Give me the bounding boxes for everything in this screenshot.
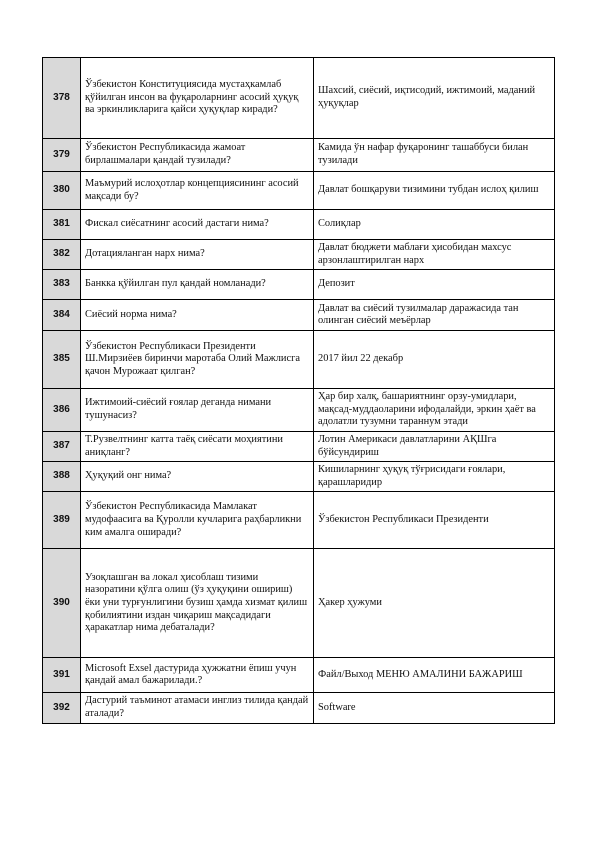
table-row <box>43 658 555 693</box>
question-cell: Ўзбекистон Республикаси Президенти Ш.Мирзиёев биринчи маротаба Олий Мажлисга қачон Мурожаат қилган? <box>81 331 314 389</box>
table-row <box>43 431 555 461</box>
question-cell: Ҳуқуқий онг нима? <box>81 462 314 492</box>
table-row <box>43 270 555 300</box>
answer-cell: Давлат бошқаруви тизимини тубдан ислоҳ қилиш <box>314 172 555 210</box>
question-cell: Ижтимоий-сиёсий ғоялар деганда нимани тушунасиз? <box>81 389 314 432</box>
question-cell: Фискал сиёсатнинг асосий дастаги нима? <box>81 210 314 240</box>
row-number: 389 <box>43 492 81 549</box>
row-number: 381 <box>43 210 81 240</box>
answer-cell: Файл/Выход МЕНЮ АМАЛИНИ БАЖАРИШ <box>314 658 555 693</box>
table-row <box>43 492 555 549</box>
table-row <box>43 172 555 210</box>
row-number: 391 <box>43 658 81 693</box>
question-cell: Сиёсий норма нима? <box>81 300 314 331</box>
table-row <box>43 300 555 331</box>
question-cell: Т.Рузвелтнинг катта таёқ сиёсати моҳиятини аниқланг? <box>81 431 314 461</box>
table-row <box>43 462 555 492</box>
row-number: 392 <box>43 693 81 723</box>
answer-cell: Давлат ва сиёсий тузилмалар даражасида тан олинган сиёсий меъёрлар <box>314 300 555 331</box>
question-cell: Microsoft Exsel дастурида ҳужжатни ёпиш учун қандай амал бажарилади.? <box>81 658 314 693</box>
answer-cell: Кишиларнинг ҳуқуқ тўғрисидаги ғоялари, қарашларидир <box>314 462 555 492</box>
answer-cell: Солиқлар <box>314 210 555 240</box>
row-number: 383 <box>43 270 81 300</box>
answer-cell: Ўзбекистон Республикаси Президенти <box>314 492 555 549</box>
answer-cell: Шахсий, сиёсий, иқтисодий, ижтимоий, маданий ҳуқуқлар <box>314 58 555 139</box>
row-number: 378 <box>43 58 81 139</box>
question-cell: Ўзбекистон Республикасида жамоат бирлашмалари қандай тузилади? <box>81 139 314 172</box>
row-number: 387 <box>43 431 81 461</box>
question-cell: Дотацияланган нарх нима? <box>81 240 314 270</box>
table-row <box>43 139 555 172</box>
questions-table <box>42 57 555 724</box>
row-number: 385 <box>43 331 81 389</box>
question-cell: Маъмурий ислоҳотлар концепциясининг асосий мақсади бу? <box>81 172 314 210</box>
row-number: 390 <box>43 549 81 658</box>
table-row <box>43 389 555 432</box>
row-number: 386 <box>43 389 81 432</box>
answer-cell: Камида ўн нафар фуқаронинг ташаббуси билан тузилади <box>314 139 555 172</box>
row-number: 380 <box>43 172 81 210</box>
question-cell: Ўзбекистон Республикасида Мамлакат мудофаасига ва Қуролли кучларига раҳбарликни ким амалга оширади? <box>81 492 314 549</box>
answer-cell: Software <box>314 693 555 723</box>
answer-cell: Ҳакер ҳужуми <box>314 549 555 658</box>
table-row <box>43 240 555 270</box>
question-cell: Дастурий таъминот атамаси инглиз тилида қандай аталади? <box>81 693 314 723</box>
questions-table-body <box>43 58 555 724</box>
answer-cell: 2017 йил 22 декабр <box>314 331 555 389</box>
table-row <box>43 210 555 240</box>
answer-cell: Депозит <box>314 270 555 300</box>
answer-cell: Ҳар бир халқ, башариятнинг орзу-умидлари, мақсад-муддаоларини ифодалайди, эркин ҳаёт ва адолатли тузумни тараннум этади <box>314 389 555 432</box>
table-row <box>43 549 555 658</box>
table-row <box>43 58 555 139</box>
answer-cell: Лотин Америкаси давлатларини АҚШга бўйсундириш <box>314 431 555 461</box>
row-number: 384 <box>43 300 81 331</box>
table-row <box>43 693 555 723</box>
row-number: 379 <box>43 139 81 172</box>
question-cell: Ўзбекистон Конституциясида мустаҳкамлаб қўйилган инсон ва фуқароларнинг асосий ҳуқуқ ва эркинликларига қайси ҳуқуқлар киради? <box>81 58 314 139</box>
answer-cell: Давлат бюджети маблағи ҳисобидан махсус арзонлаштирилган нарх <box>314 240 555 270</box>
row-number: 388 <box>43 462 81 492</box>
question-cell: Узоқлашган ва локал ҳисоблаш тизими назоратини қўлга олиш (ўз ҳуқуқини ошириш) ёки уни турғунлигини бузиш ҳамда хизмат қилиш қобилиятини издан чиқариш мақсадидаги ҳаракатлар нима дебаталади? <box>81 549 314 658</box>
question-cell: Банкка қўйилган пул қандай номланади? <box>81 270 314 300</box>
row-number: 382 <box>43 240 81 270</box>
table-row <box>43 331 555 389</box>
